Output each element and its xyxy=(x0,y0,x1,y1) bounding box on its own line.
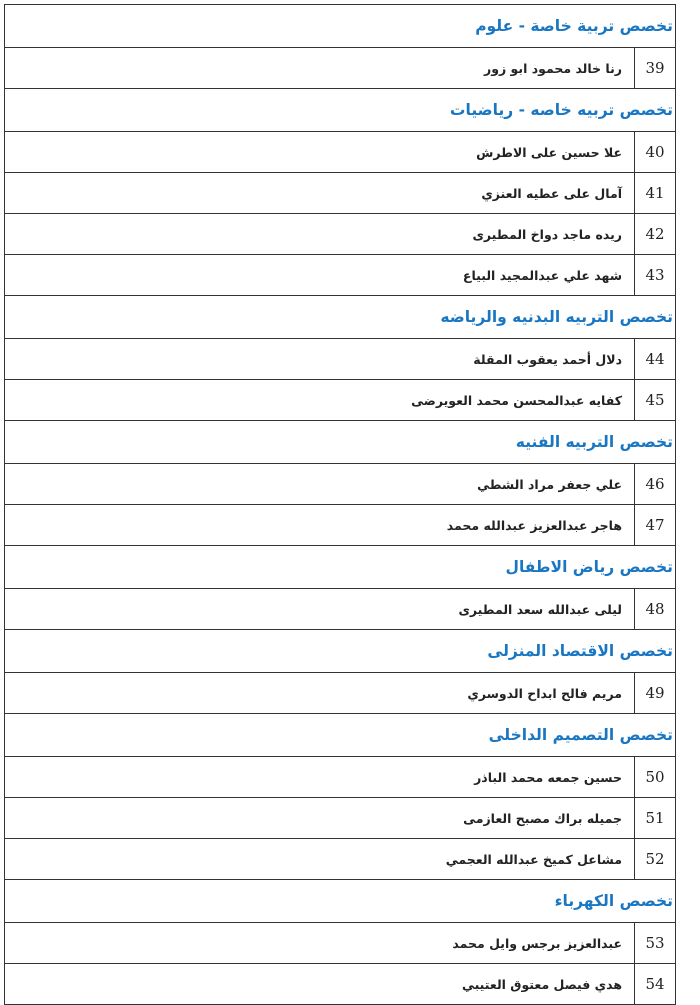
student-number: 52 xyxy=(634,839,675,879)
student-row xyxy=(5,964,675,1005)
student-row xyxy=(5,589,675,630)
student-number: 49 xyxy=(634,673,675,713)
student-number: 48 xyxy=(634,589,675,629)
student-name: شهد علي عبدالمجيد البياع xyxy=(462,267,622,283)
section-title: تخصص التربيه الفنيه xyxy=(515,433,673,451)
student-name: علي جعفر مراد الشطي xyxy=(477,476,622,492)
student-number: 42 xyxy=(634,214,675,254)
student-name: مريم فالح ابداح الدوسري xyxy=(467,685,622,701)
student-row xyxy=(5,923,675,964)
section-header xyxy=(5,89,675,132)
section-header xyxy=(5,296,675,339)
student-row xyxy=(5,380,675,421)
student-row xyxy=(5,214,675,255)
student-name: عبدالعزيز برجس وايل محمد xyxy=(452,935,622,951)
student-row xyxy=(5,798,675,839)
student-number: 50 xyxy=(634,757,675,797)
student-name: دلال أحمد يعقوب المقلة xyxy=(473,351,622,367)
student-number: 41 xyxy=(634,173,675,213)
section-header xyxy=(5,630,675,673)
student-number: 43 xyxy=(634,255,675,295)
section-title: تخصص تربيه خاصه - رياضيات xyxy=(449,101,673,119)
student-name: ريده ماجد دواخ المطيرى xyxy=(472,226,622,242)
student-number: 51 xyxy=(634,798,675,838)
student-row xyxy=(5,132,675,173)
student-row xyxy=(5,173,675,214)
student-row xyxy=(5,255,675,296)
student-row xyxy=(5,757,675,798)
student-row xyxy=(5,839,675,880)
section-header xyxy=(5,880,675,923)
student-row xyxy=(5,339,675,380)
student-row xyxy=(5,48,675,89)
section-title: تخصص الكهرباء xyxy=(554,892,673,910)
section-title: تخصص التربيه البدنيه والرياضه xyxy=(440,308,673,326)
section-header xyxy=(5,714,675,757)
student-row xyxy=(5,673,675,714)
student-list-table xyxy=(4,4,676,1005)
student-name: جميله براك مصبح العازمى xyxy=(463,810,622,826)
student-number: 45 xyxy=(634,380,675,420)
student-name: حسين جمعه محمد الباذر xyxy=(474,769,622,785)
student-number: 39 xyxy=(634,48,675,88)
student-number: 54 xyxy=(634,964,675,1004)
student-number: 40 xyxy=(634,132,675,172)
student-name: هدي فيصل معتوق العتيبي xyxy=(461,976,622,992)
section-title: تخصص تربية خاصة - علوم xyxy=(475,17,673,35)
student-row xyxy=(5,505,675,546)
student-name: آمال على عطيه العنزي xyxy=(481,185,622,201)
student-name: كفايه عبدالمحسن محمد العويرضى xyxy=(411,392,622,408)
section-header xyxy=(5,421,675,464)
student-name: علا حسين على الاطرش xyxy=(476,144,622,160)
student-name: رنا خالد محمود ابو زور xyxy=(484,60,622,76)
student-name: هاجر عبدالعزيز عبدالله محمد xyxy=(446,517,622,533)
student-number: 46 xyxy=(634,464,675,504)
section-header xyxy=(5,5,675,48)
student-number: 53 xyxy=(634,923,675,963)
section-title: تخصص رياض الاطفال xyxy=(505,558,673,576)
section-title: تخصص الاقتصاد المنزلى xyxy=(487,642,673,660)
student-number: 44 xyxy=(634,339,675,379)
section-header xyxy=(5,546,675,589)
student-number: 47 xyxy=(634,505,675,545)
section-title: تخصص التصميم الداخلى xyxy=(488,726,673,744)
student-name: مشاعل كميخ عبدالله العجمي xyxy=(445,851,622,867)
student-name: ليلى عبدالله سعد المطيرى xyxy=(458,601,622,617)
student-row xyxy=(5,464,675,505)
